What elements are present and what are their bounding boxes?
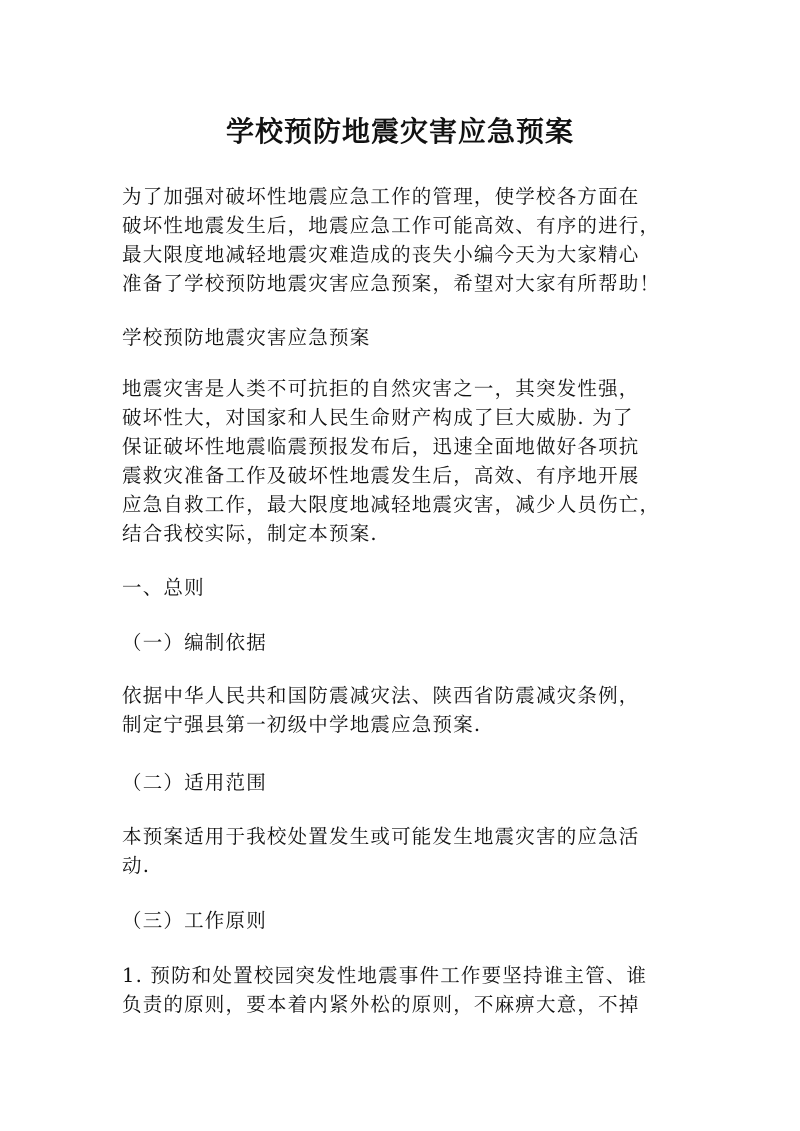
intro-line: 最大限度地减轻地震灾难造成的丧失小编今天为大家精心 bbox=[122, 243, 640, 266]
preface-line: 地震灾害是人类不可抗拒的自然灾害之一，其突发性强， bbox=[122, 377, 640, 400]
subsection-heading bbox=[122, 628, 682, 657]
preface-line: 结合我校实际，制定本预案. bbox=[122, 522, 378, 545]
preface-paragraph bbox=[122, 374, 682, 548]
body-line: 制定宁强县第一初级中学地震应急预案. bbox=[122, 713, 482, 736]
section-heading bbox=[122, 573, 682, 602]
subsection-3-body bbox=[122, 961, 682, 1019]
body-line: 1. 预防和处置校园突发性地震事件工作要坚持谁主管、谁 bbox=[122, 964, 648, 987]
section-1-heading: 一、总则 bbox=[122, 576, 205, 599]
subsection-heading bbox=[122, 768, 682, 797]
subtitle: 学校预防地震灾害应急预案 bbox=[122, 326, 371, 349]
subsection-3-heading: （三）工作原则 bbox=[122, 909, 267, 932]
body-line: 本预案适用于我校处置发生或可能发生地震灾害的应急活 bbox=[122, 825, 640, 848]
body-line: 依据中华人民共和国防震减灾法、陕西省防震减灾条例， bbox=[122, 684, 640, 707]
body-line: 动. bbox=[122, 854, 151, 877]
preface-line: 保证破坏性地震临震预报发布后，迅速全面地做好各项抗 bbox=[122, 435, 640, 458]
subsection-heading bbox=[122, 906, 682, 935]
intro-line: 破坏性地震发生后，地震应急工作可能高效、有序的进行， bbox=[122, 214, 661, 237]
subsection-1-body bbox=[122, 681, 682, 739]
body-line: 负责的原则，要本着内紧外松的原则，不麻痹大意，不掉 bbox=[122, 993, 640, 1016]
subsection-2-heading: （二）适用范围 bbox=[122, 771, 267, 794]
preface-line: 破坏性大，对国家和人民生命财产构成了巨大威胁. 为了 bbox=[122, 406, 634, 429]
intro-paragraph bbox=[122, 182, 682, 298]
subsection-2-body bbox=[122, 822, 682, 880]
intro-line: 准备了学校预防地震灾害应急预案，希望对大家有所帮助！ bbox=[122, 272, 661, 295]
subtitle-paragraph bbox=[122, 323, 682, 352]
document-title: 学校预防地震灾害应急预案 bbox=[225, 115, 574, 148]
subsection-1-heading: （一）编制依据 bbox=[122, 631, 267, 654]
preface-line: 应急自救工作，最大限度地减轻地震灾害，减少人员伤亡， bbox=[122, 493, 661, 516]
intro-line: 为了加强对破坏性地震应急工作的管理，使学校各方面在 bbox=[122, 185, 640, 208]
preface-line: 震救灾准备工作及破坏性地震发生后，高效、有序地开展 bbox=[122, 464, 640, 487]
